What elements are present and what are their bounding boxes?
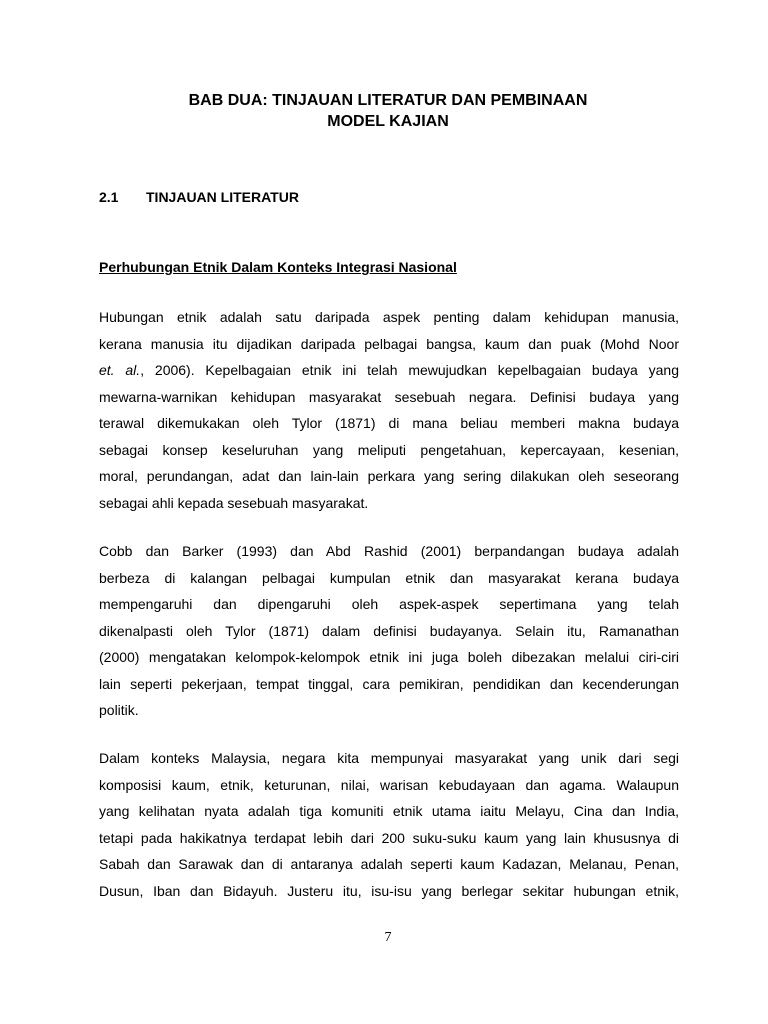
paragraph-1 <box>99 304 679 516</box>
section-number: 2.1 <box>99 189 119 205</box>
paragraph-line: politik. <box>99 702 139 718</box>
paragraph-line: mewarna-warnikan kehidupan masyarakat sesebuah negara. Definisi budaya yang <box>99 388 679 405</box>
section-title: TINJAUAN LITERATUR <box>146 189 299 205</box>
chapter-title <box>0 90 768 132</box>
paragraph-line: (2000) mengatakan kelompok-kelompok etnik ini juga boleh dibezakan melalui ciri-ciri <box>99 649 679 665</box>
paragraph-line <box>99 357 679 384</box>
paragraph-line: moral, perundangan, adat dan lain-lain perkara yang sering dilakukan oleh seseorang <box>99 468 679 484</box>
paragraph-3 <box>99 745 679 904</box>
paragraph-line: lain seperti pekerjaan, tempat tinggal, cara pemikiran, pendidikan dan kecenderungan <box>99 675 679 692</box>
paragraph-line: sebagai ahli kepada sesebuah masyarakat. <box>99 494 369 511</box>
paragraph-line: mempengaruhi dan dipengaruhi oleh aspek-aspek sepertimana yang telah <box>99 596 679 612</box>
paragraph-line: Hubungan etnik adalah satu daripada aspek penting dalam kehidupan manusia, <box>99 309 679 325</box>
paragraph-line: Cobb dan Barker (1993) dan Abd Rashid (2001) berpandangan budaya adalah <box>99 543 679 559</box>
paragraph-line: sebagai konsep keseluruhan yang meliputi pengetahuan, kepercayaan, kesenian, <box>99 441 679 458</box>
paragraph-line-rest: , 2006). Kepelbagaian etnik ini telah mewujudkan kepelbagaian budaya yang <box>140 362 679 378</box>
subheading: Perhubungan Etnik Dalam Konteks Integrasi Nasional <box>99 259 457 275</box>
paragraph-line: terawal dikemukakan oleh Tylor (1871) di mana beliau memberi makna budaya <box>99 415 679 431</box>
paragraph-2 <box>99 538 679 724</box>
paragraph-line: Sabah dan Sarawak dan di antaranya adalah seperti kaum Kadazan, Melanau, Penan, <box>99 856 679 872</box>
page-number: 7 <box>384 930 392 945</box>
paragraph-line: tetapi pada hakikatnya terdapat lebih dari 200 suku-suku kaum yang lain khususnya di <box>99 829 679 846</box>
paragraph-line: Dusun, Iban dan Bidayuh. Justeru itu, isu-isu yang berlegar sekitar hubungan etnik, <box>99 882 679 899</box>
chapter-title-line-1: BAB DUA: TINJAUAN LITERATUR DAN PEMBINAAN <box>188 92 588 109</box>
section-heading <box>99 187 299 207</box>
citation-et-al: et. al. <box>99 362 141 378</box>
paragraph-line: yang kelihatan nyata adalah tiga komuniti etnik utama iaitu Melayu, Cina dan India, <box>99 803 679 819</box>
paragraph-line: berbeza di kalangan pelbagai kumpulan etnik dan masyarakat kerana budaya <box>99 569 679 586</box>
paragraph-line: kerana manusia itu dijadikan daripada pelbagai bangsa, kaum dan puak (Mohd Noor <box>99 335 679 352</box>
paragraph-line: dikenalpasti oleh Tylor (1871) dalam definisi budayanya. Selain itu, Ramanathan <box>99 622 679 639</box>
chapter-title-line-2: MODEL KAJIAN <box>327 113 449 130</box>
paragraph-line: Dalam konteks Malaysia, negara kita mempunyai masyarakat yang unik dari segi <box>99 750 679 766</box>
paragraph-line: komposisi kaum, etnik, keturunan, nilai, warisan kebudayaan dan agama. Walaupun <box>99 776 679 793</box>
